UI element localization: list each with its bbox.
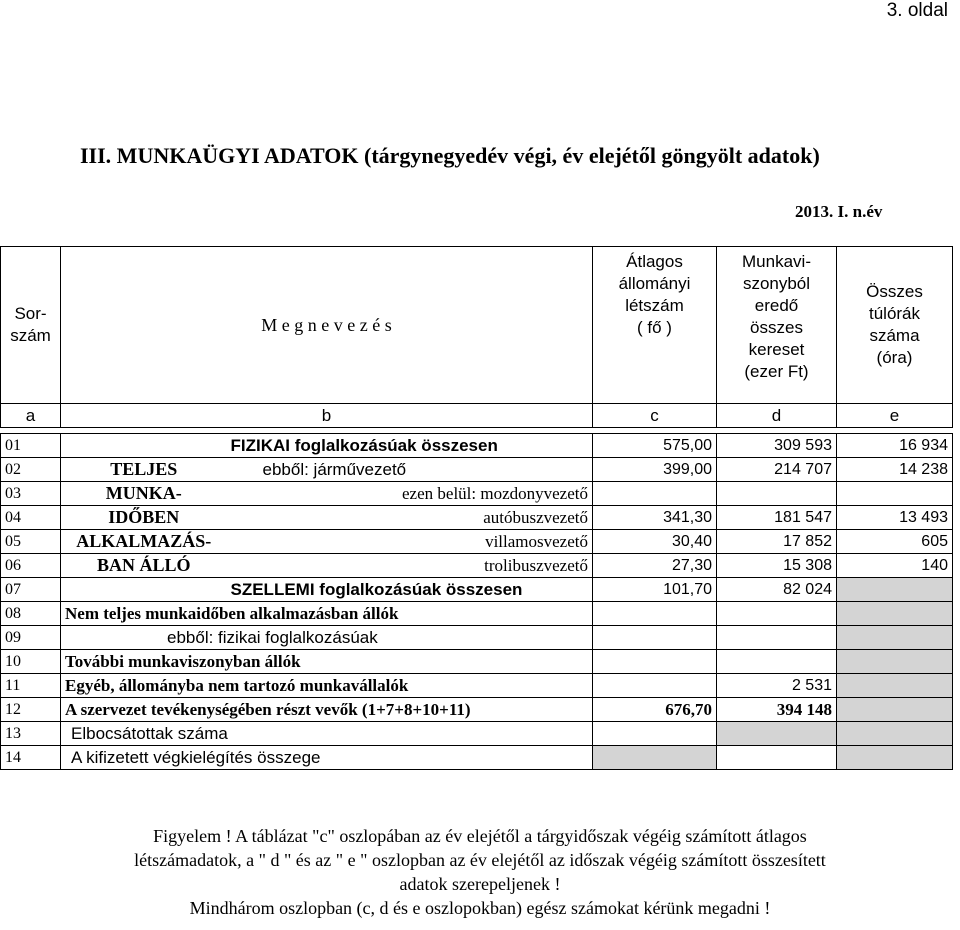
header-d-line2: szonyból: [742, 274, 811, 293]
table-row: [1, 698, 953, 722]
table-row: [1, 482, 953, 506]
cell-e[interactable]: [837, 482, 953, 506]
row-number: 04: [1, 506, 61, 530]
row-label: ezen belül: mozdonyvezető: [227, 482, 593, 506]
header-d: [717, 247, 837, 404]
table-row: [1, 626, 953, 650]
cell-c[interactable]: 676,70: [593, 698, 717, 722]
note-line-4: Mindhárom oszlopban (c, d és e oszlopokban) egész számokat kérünk megadni !: [189, 898, 771, 918]
row-label: villamosvezető: [227, 530, 593, 554]
note-line-2: létszámadatok, a " d " és az " e " oszlopban az év elejétől az időszak végéig számított összesített: [134, 850, 826, 870]
header-d-line5: kereset: [748, 340, 805, 359]
cell-d[interactable]: [717, 482, 837, 506]
notes-block: [0, 824, 960, 920]
cell-d[interactable]: 82 024: [717, 578, 837, 602]
cell-e[interactable]: 605: [837, 530, 953, 554]
group-label-cell: [61, 434, 227, 458]
letter-b: b: [61, 404, 593, 428]
cell-c[interactable]: [593, 626, 717, 650]
row-number: 05: [1, 530, 61, 554]
header-c-line3: létszám: [625, 296, 684, 315]
row-label: Egyéb, állományba nem tartozó munkavállalók: [61, 674, 593, 698]
row-label: ebből: fizikai foglalkozásúak: [61, 626, 593, 650]
header-d-line4: összes: [750, 318, 803, 337]
cell-c[interactable]: 101,70: [593, 578, 717, 602]
header-c-line4: ( fő ): [637, 318, 672, 337]
row-label: trolibuszvezető: [227, 554, 593, 578]
cell-c[interactable]: [593, 482, 717, 506]
table-row: [1, 650, 953, 674]
note-line-3: adatok szerepeljenek !: [399, 874, 561, 894]
row-label: További munkaviszonyban állók: [61, 650, 593, 674]
header-sorszam-line2: szám: [10, 326, 51, 345]
header-megnevezes: [61, 247, 593, 404]
cell-c[interactable]: 341,30: [593, 506, 717, 530]
row-number: 13: [1, 722, 61, 746]
cell-d[interactable]: 309 593: [717, 434, 837, 458]
row-number: 07: [1, 578, 61, 602]
table-row: [1, 458, 953, 482]
group-label-line2: MUNKA-: [61, 482, 227, 506]
row-label: FIZIKAI foglalkozásúak összesen: [227, 434, 593, 458]
cell-e[interactable]: 140: [837, 554, 953, 578]
cell-d[interactable]: [717, 746, 837, 770]
table-row: [1, 434, 953, 458]
cell-e-disabled: [837, 746, 953, 770]
cell-c-disabled: [593, 746, 717, 770]
row-label: ebből: járművezető: [227, 458, 593, 482]
row-number: 11: [1, 674, 61, 698]
header-sorszam: [1, 247, 61, 404]
cell-d[interactable]: [717, 650, 837, 674]
cell-d[interactable]: [717, 626, 837, 650]
header-c-line2: állományi: [618, 274, 691, 293]
cell-e[interactable]: 16 934: [837, 434, 953, 458]
cell-c[interactable]: 30,40: [593, 530, 717, 554]
cell-e[interactable]: 13 493: [837, 506, 953, 530]
row-number: 10: [1, 650, 61, 674]
cell-e-disabled: [837, 698, 953, 722]
row-number: 14: [1, 746, 61, 770]
cell-e[interactable]: 14 238: [837, 458, 953, 482]
cell-e-disabled: [837, 674, 953, 698]
header-sorszam-line1: Sor-: [14, 304, 47, 323]
header-c-line1: Átlagos: [626, 252, 683, 271]
row-label: A szervezet tevékenységében részt vevők (1+7+8+10+11): [61, 698, 593, 722]
cell-d[interactable]: 181 547: [717, 506, 837, 530]
table-row: [1, 674, 953, 698]
column-letter-row: [1, 404, 953, 428]
cell-d[interactable]: 214 707: [717, 458, 837, 482]
letter-e: e: [837, 404, 953, 428]
table-row: [1, 578, 953, 602]
row-label: autóbuszvezető: [227, 506, 593, 530]
group-label-cell: [61, 578, 227, 602]
row-number: 08: [1, 602, 61, 626]
header-e-line1: Összes: [866, 282, 923, 301]
cell-d[interactable]: 17 852: [717, 530, 837, 554]
header-c: [593, 247, 717, 404]
cell-c[interactable]: [593, 602, 717, 626]
header-d-line6: (ezer Ft): [744, 362, 809, 381]
cell-e-disabled: [837, 650, 953, 674]
cell-d[interactable]: 15 308: [717, 554, 837, 578]
header-d-line3: eredő: [754, 296, 799, 315]
header-e-line4: (óra): [876, 348, 913, 367]
cell-c[interactable]: 27,30: [593, 554, 717, 578]
cell-d-disabled: [717, 722, 837, 746]
header-d-line1: Munkavi-: [742, 252, 811, 271]
row-label: SZELLEMI foglalkozásúak összesen: [227, 578, 593, 602]
cell-c[interactable]: [593, 674, 717, 698]
letter-a: a: [1, 404, 61, 428]
cell-c[interactable]: [593, 722, 717, 746]
cell-e-disabled: [837, 722, 953, 746]
table-row: [1, 530, 953, 554]
group-label-line4: ALKALMAZÁS-: [61, 530, 227, 554]
cell-e-disabled: [837, 626, 953, 650]
table-row: [1, 554, 953, 578]
section-title: III. MUNKAÜGYI ADATOK (tárgynegyedév végi, év elejétől göngyölt adatok): [80, 143, 820, 168]
header-e: [837, 247, 953, 404]
table-row: [1, 506, 953, 530]
row-label: Nem teljes munkaidőben alkalmazásban állók: [61, 602, 593, 626]
cell-c[interactable]: 575,00: [593, 434, 717, 458]
cell-e-disabled: [837, 602, 953, 626]
table-row: [1, 746, 953, 770]
labor-data-table: [0, 246, 953, 770]
row-number: 06: [1, 554, 61, 578]
cell-c[interactable]: [593, 650, 717, 674]
table-row: [1, 602, 953, 626]
cell-d[interactable]: 2 531: [717, 674, 837, 698]
group-label-line5: BAN ÁLLÓ: [61, 554, 227, 578]
header-row: [1, 247, 953, 404]
period-label: 2013. I. n.év: [795, 202, 883, 221]
cell-d[interactable]: [717, 602, 837, 626]
group-label-line3: IDŐBEN: [61, 506, 227, 530]
cell-c[interactable]: 399,00: [593, 458, 717, 482]
header-megnevezes-text: M e g n e v e z é s: [261, 315, 392, 335]
letter-d: d: [717, 404, 837, 428]
cell-e-disabled: [837, 578, 953, 602]
header-e-line3: száma: [869, 326, 920, 345]
cell-d[interactable]: 394 148: [717, 698, 837, 722]
note-line-1: Figyelem ! A táblázat "c" oszlopában az év elejétől a tárgyidőszak végéig számított átlagos: [153, 826, 807, 846]
row-number: 09: [1, 626, 61, 650]
row-number: 02: [1, 458, 61, 482]
row-number: 12: [1, 698, 61, 722]
page-number: 3. oldal: [886, 0, 948, 21]
row-number: 01: [1, 434, 61, 458]
group-label-line1: TELJES: [61, 458, 227, 482]
row-label: A kifizetett végkielégítés összege: [61, 746, 593, 770]
header-e-line2: túlórák: [868, 304, 921, 323]
row-number: 03: [1, 482, 61, 506]
table-row: [1, 722, 953, 746]
letter-c: c: [593, 404, 717, 428]
row-label: Elbocsátottak száma: [61, 722, 593, 746]
